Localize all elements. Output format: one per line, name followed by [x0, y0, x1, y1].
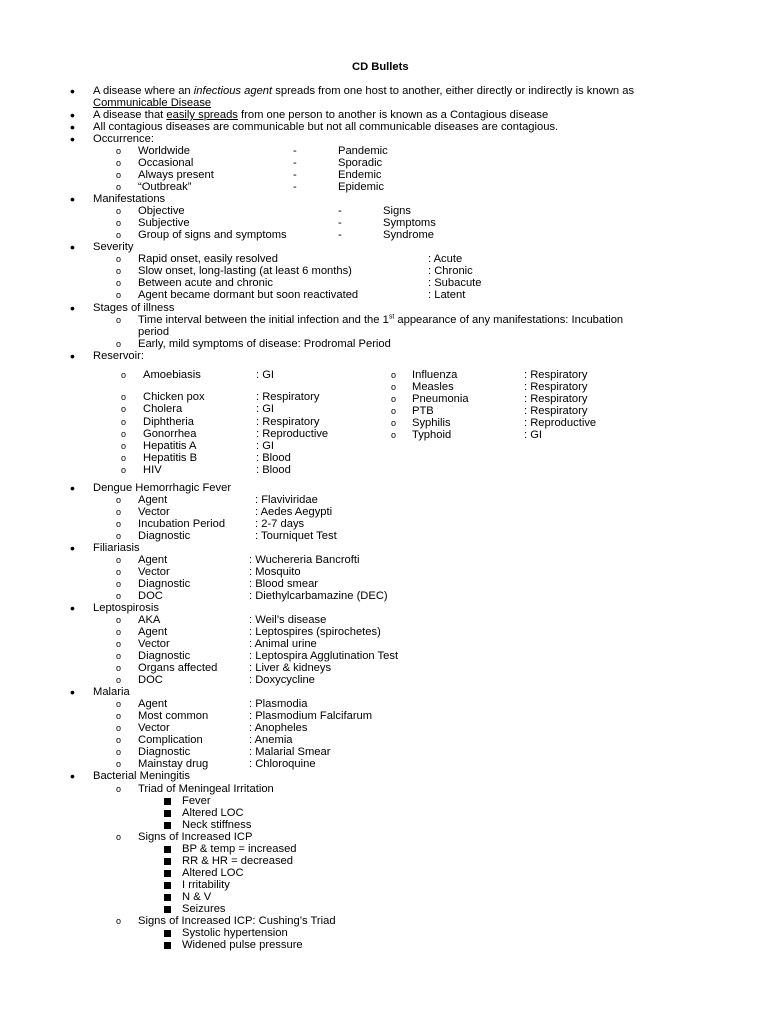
bullet: o: [121, 404, 127, 414]
list-term: DOC: [138, 674, 163, 686]
bullet: o: [121, 370, 127, 380]
bullet: o: [116, 339, 122, 349]
list-value: : Tourniquet Test: [255, 530, 337, 542]
bullet: o: [116, 735, 122, 745]
sub-item: RR & HR = decreased: [182, 855, 293, 867]
reservoir-name: Measles: [412, 381, 454, 393]
list-value: Syndrome: [383, 229, 434, 241]
section-dengue: Dengue Hemorrhagic Fever: [93, 482, 232, 494]
bullet: o: [116, 230, 122, 240]
reservoir-name: Syphilis: [412, 417, 451, 429]
bullet: •: [70, 131, 75, 147]
bullet: o: [121, 392, 127, 402]
list-value: : Animal urine: [249, 638, 317, 650]
reservoir-name: Amoebiasis: [143, 369, 201, 381]
intro-line-3: All contagious diseases are communicable but not all communicable diseases are contagious.: [93, 121, 559, 133]
stages-item-2: Early, mild symptoms of disease: Prodromal Period: [138, 338, 391, 350]
icp-label: Signs of Increased ICP: [138, 831, 253, 843]
bullet: o: [116, 254, 122, 264]
list-value: : Leptospira Agglutination Test: [249, 650, 399, 662]
section-leptospirosis: Leptospirosis: [93, 602, 159, 614]
list-separator: -: [293, 157, 297, 169]
bullet: o: [116, 290, 122, 300]
bullet: o: [116, 663, 122, 673]
bullet: o: [116, 206, 122, 216]
bullet: •: [70, 480, 75, 496]
bullet: o: [116, 711, 122, 721]
bullet: o: [116, 723, 122, 733]
reservoir-value: : Respiratory: [524, 405, 588, 417]
sub-item: Altered LOC: [182, 807, 244, 819]
list-term: AKA: [138, 614, 161, 626]
bullet: o: [391, 382, 397, 392]
section-reservoir: Reservoir:: [93, 350, 144, 362]
text: appearance of any manifestations: Incubation: [394, 314, 624, 326]
square-bullet: [164, 822, 171, 829]
sub-item: Fever: [182, 795, 211, 807]
reservoir-name: Hepatitis B: [143, 452, 198, 464]
list-value: : Aedes Aegypti: [255, 506, 333, 518]
list-term: Worldwide: [138, 145, 191, 157]
square-bullet: [164, 846, 171, 853]
sub-item: N & V: [182, 891, 212, 903]
square-bullet: [164, 810, 171, 817]
bullet: o: [391, 370, 397, 380]
bullet: •: [70, 191, 75, 207]
section-meningitis: Bacterial Meningitis: [93, 770, 191, 782]
reservoir-value: : GI: [256, 369, 275, 381]
list-value: : Doxycycline: [249, 674, 315, 686]
bullet: o: [116, 627, 122, 637]
section-stages: Stages of illness: [93, 302, 175, 314]
stages-item-1-cont: period: [138, 326, 170, 338]
list-separator: -: [338, 205, 342, 217]
list-value: Signs: [383, 205, 411, 217]
list-separator: -: [293, 181, 297, 193]
list-value: : Latent: [428, 289, 466, 301]
list-term: “Outbreak”: [138, 181, 192, 193]
reservoir-value: : Respiratory: [524, 393, 588, 405]
list-value: Sporadic: [338, 157, 383, 169]
list-value: : Blood smear: [249, 578, 319, 590]
bullet: o: [116, 507, 122, 517]
text: Time interval between the initial infection and the 1: [138, 314, 389, 326]
reservoir-value: : GI: [256, 440, 275, 452]
bullet: o: [121, 441, 127, 451]
bullet: o: [116, 832, 122, 842]
bullet: o: [116, 519, 122, 529]
square-bullet: [164, 906, 171, 913]
reservoir-value: : Reproductive: [524, 417, 597, 429]
sub-item: I rritability: [182, 879, 230, 891]
bullet: •: [70, 684, 75, 700]
sub-item: Systolic hypertension: [182, 927, 288, 939]
list-term: Most common: [138, 710, 209, 722]
text: spreads from one host to another, either directly or indirectly is known as: [272, 85, 635, 97]
bullet: •: [70, 83, 75, 99]
list-term: Agent became dormant but soon reactivated: [138, 289, 359, 301]
list-term: Agent: [138, 494, 168, 506]
square-bullet: [164, 930, 171, 937]
reservoir-value: : Respiratory: [524, 369, 588, 381]
list-term: Agent: [138, 698, 168, 710]
bullet: o: [116, 266, 122, 276]
bullet: o: [116, 567, 122, 577]
reservoir-name: HIV: [143, 464, 162, 476]
list-term: Vector: [138, 638, 170, 650]
list-term: Always present: [138, 169, 214, 181]
page-title: CD Bullets: [352, 61, 409, 73]
bullet: o: [116, 218, 122, 228]
bullet: o: [116, 651, 122, 661]
bullet: o: [116, 278, 122, 288]
cushing-label: Signs of Increased ICP: Cushing’s Triad: [138, 915, 336, 927]
list-value: Epidemic: [338, 181, 385, 193]
intro-line-1-cont: Communicable Disease: [93, 97, 212, 109]
bullet: o: [116, 315, 122, 325]
section-filariasis: Filiariasis: [93, 542, 140, 554]
square-bullet: [164, 894, 171, 901]
list-term: Subjective: [138, 217, 190, 229]
list-term: Vector: [138, 566, 170, 578]
list-value: : 2-7 days: [255, 518, 305, 530]
reservoir-name: PTB: [412, 405, 434, 417]
list-term: Mainstay drug: [138, 758, 209, 770]
square-bullet: [164, 870, 171, 877]
list-value: : Mosquito: [249, 566, 301, 578]
bullet: o: [116, 615, 122, 625]
list-value: : Plasmodium Falcifarum: [249, 710, 373, 722]
list-separator: -: [338, 217, 342, 229]
list-value: : Diethylcarbamazine (DEC): [249, 590, 388, 602]
list-term: Rapid onset, easily resolved: [138, 253, 278, 265]
section-occurrence: Occurrence:: [93, 133, 154, 145]
list-value: : Chloroquine: [249, 758, 316, 770]
bullet: •: [70, 239, 75, 255]
list-term: Organs affected: [138, 662, 218, 674]
list-term: Objective: [138, 205, 185, 217]
list-value: Symptoms: [383, 217, 436, 229]
reservoir-value: : Respiratory: [256, 391, 320, 403]
intro-line-1: [93, 85, 634, 97]
reservoir-name: Typhoid: [412, 429, 452, 441]
list-value: : Wuchereria Bancrofti: [249, 554, 360, 566]
list-term: Diagnostic: [138, 578, 191, 590]
bullet: o: [116, 579, 122, 589]
bullet: o: [116, 555, 122, 565]
bullet: •: [70, 300, 75, 316]
bullet: o: [116, 784, 122, 794]
bullet: o: [391, 406, 397, 416]
reservoir-value: : Respiratory: [524, 381, 588, 393]
stages-item-1: [138, 314, 623, 326]
list-value: : Malarial Smear: [249, 746, 331, 758]
bullet: o: [116, 675, 122, 685]
bullet: o: [121, 453, 127, 463]
bullet: o: [116, 916, 122, 926]
list-value: : Liver & kidneys: [249, 662, 332, 674]
list-separator: -: [293, 169, 297, 181]
bullet: •: [70, 107, 75, 123]
reservoir-name: Diphtheria: [143, 416, 194, 428]
bullet: o: [391, 430, 397, 440]
list-term: Slow onset, long-lasting (at least 6 months): [138, 265, 352, 277]
list-value: : Plasmodia: [249, 698, 308, 710]
reservoir-value: : Blood: [256, 464, 291, 476]
list-term: Complication: [138, 734, 203, 746]
list-term: DOC: [138, 590, 163, 602]
list-separator: -: [338, 229, 342, 241]
bullet: •: [70, 540, 75, 556]
list-term: Agent: [138, 554, 168, 566]
sub-item: Neck stiffness: [182, 819, 252, 831]
square-bullet: [164, 858, 171, 865]
bullet: o: [116, 699, 122, 709]
bullet: o: [116, 747, 122, 757]
reservoir-value: : GI: [256, 403, 275, 415]
list-value: : Anopheles: [249, 722, 308, 734]
bullet: o: [116, 146, 122, 156]
bullet: o: [121, 429, 127, 439]
list-term: Diagnostic: [138, 650, 191, 662]
list-term: Group of signs and symptoms: [138, 229, 287, 241]
section-severity: Severity: [93, 241, 134, 253]
reservoir-name: Chicken pox: [143, 391, 205, 403]
list-value: : Chronic: [428, 265, 473, 277]
reservoir-value: : Reproductive: [256, 428, 329, 440]
list-value: : Subacute: [428, 277, 482, 289]
intro-line-2: [93, 109, 548, 121]
list-value: : Anemia: [249, 734, 293, 746]
list-value: : Weil’s disease: [249, 614, 327, 626]
bullet: •: [70, 768, 75, 784]
reservoir-value: : GI: [524, 429, 543, 441]
bullet: o: [121, 417, 127, 427]
list-value: Endemic: [338, 169, 382, 181]
square-bullet: [164, 798, 171, 805]
sub-item: BP & temp = increased: [182, 843, 297, 855]
section-manifestations: Manifestations: [93, 193, 166, 205]
triad-label: Triad of Meningeal Irritation: [138, 783, 274, 795]
list-separator: -: [293, 145, 297, 157]
bullet: o: [121, 465, 127, 475]
list-term: Agent: [138, 626, 168, 638]
list-value: : Leptospires (spirochetes): [249, 626, 381, 638]
text-underlined: easily spreads: [166, 109, 238, 121]
reservoir-value: : Respiratory: [256, 416, 320, 428]
list-term: Between acute and chronic: [138, 277, 273, 289]
sub-item: Seizures: [182, 903, 226, 915]
text: A disease where an: [93, 85, 194, 97]
bullet: •: [70, 600, 75, 616]
list-value: : Flaviviridae: [255, 494, 318, 506]
reservoir-name: Cholera: [143, 403, 183, 415]
sub-item: Altered LOC: [182, 867, 244, 879]
bullet: •: [70, 348, 75, 364]
reservoir-value: : Blood: [256, 452, 291, 464]
bullet: o: [116, 591, 122, 601]
list-value: : Acute: [428, 253, 463, 265]
text: A disease that: [93, 109, 167, 121]
bullet: o: [116, 158, 122, 168]
bullet: o: [116, 182, 122, 192]
text-italic: infectious agent: [193, 85, 273, 97]
list-value: Pandemic: [338, 145, 388, 157]
reservoir-name: Influenza: [412, 369, 458, 381]
reservoir-name: Hepatitis A: [143, 440, 197, 452]
bullet: o: [391, 418, 397, 428]
list-term: Occasional: [138, 157, 194, 169]
list-term: Incubation Period: [138, 518, 226, 530]
text: from one person to another is known as a Contagious disease: [237, 109, 549, 121]
bullet: o: [116, 759, 122, 769]
list-term: Diagnostic: [138, 746, 191, 758]
square-bullet: [164, 942, 171, 949]
list-term: Vector: [138, 506, 170, 518]
superscript: st: [388, 313, 395, 321]
bullet: o: [116, 639, 122, 649]
reservoir-name: Gonorrhea: [143, 428, 197, 440]
reservoir-name: Pneumonia: [412, 393, 469, 405]
square-bullet: [164, 882, 171, 889]
sub-item: Widened pulse pressure: [182, 939, 303, 951]
list-term: Vector: [138, 722, 170, 734]
bullet: •: [70, 119, 75, 135]
bullet: o: [391, 394, 397, 404]
list-term: Diagnostic: [138, 530, 191, 542]
bullet: o: [116, 170, 122, 180]
bullet: o: [116, 531, 122, 541]
bullet: o: [116, 495, 122, 505]
section-malaria: Malaria: [93, 686, 130, 698]
